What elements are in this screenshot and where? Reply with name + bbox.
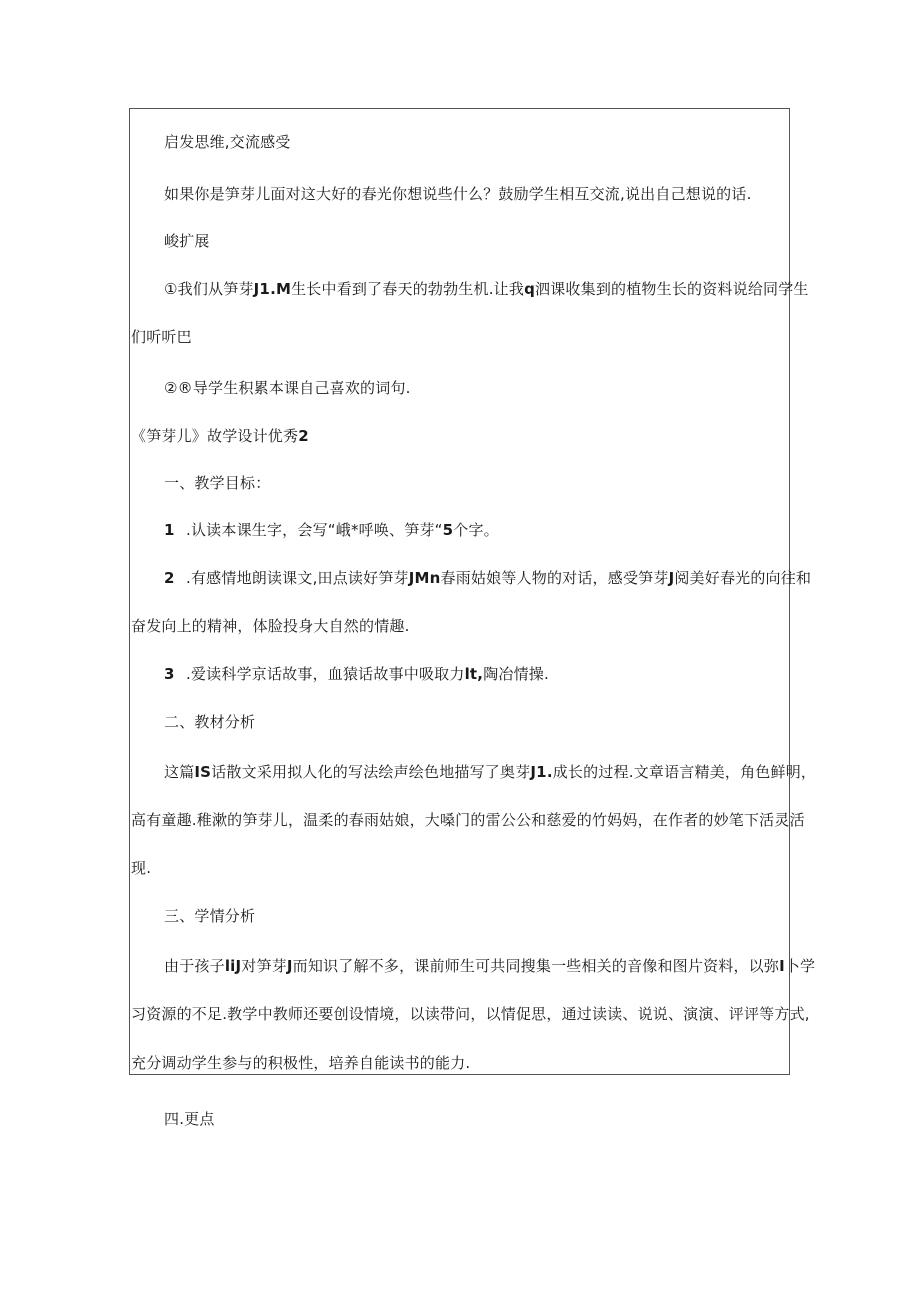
list-number: 3 bbox=[164, 665, 175, 683]
text-line: 现. bbox=[131, 859, 152, 877]
text-span: .有感情地朗读课文,田点读好笋芽 bbox=[186, 569, 409, 587]
text-span: 话散文采用拟人化的写法绘声绘色地描写了奥芽 bbox=[211, 763, 531, 781]
text-line: ②®导学生积累本课自己喜欢的词句. bbox=[164, 379, 411, 397]
list-item bbox=[164, 520, 499, 540]
text-span: ①我们从笋芽 bbox=[164, 280, 254, 298]
text-span: 泗课收集到的植物生长的资料说给同学生 bbox=[535, 280, 809, 298]
text-span: 个字。 bbox=[453, 521, 499, 539]
text-span: 由于孩子 bbox=[164, 957, 225, 975]
text-line: 启发思维,交流感受 bbox=[164, 133, 291, 151]
text-span: .爱读科学京话故事，血猿话故事中吸取力 bbox=[186, 665, 465, 683]
text-line: 习资源的不足.教学中教师还要创设情境，以读带问，以情促思，通过读读、说说、演演、评评等方式, bbox=[131, 1005, 810, 1023]
text-span: IS bbox=[194, 763, 212, 781]
text-span: J bbox=[668, 569, 675, 587]
text-line: 高有童趣.稚漱的笋芽儿，温柔的春雨姑娘，大嗓门的雷公公和慈爱的竹妈妈，在作者的妙笔下活灵活 bbox=[131, 811, 805, 829]
text-span: .认读本课生字，会写“峨*呼唤、笋芽“ bbox=[186, 521, 443, 539]
text-span: 卜学 bbox=[784, 957, 816, 975]
text-span: 阅美好春光的向往和 bbox=[674, 569, 812, 587]
text-span: 5 bbox=[442, 521, 454, 539]
text-span: 对笋芽 bbox=[241, 957, 287, 975]
text-span: I bbox=[779, 957, 785, 975]
text-line bbox=[164, 956, 815, 976]
text-line bbox=[164, 762, 816, 782]
text-span: 生长中看到了春天的勃勃生机.让我 bbox=[291, 280, 525, 298]
text-span: 陶冶情操. bbox=[483, 665, 549, 683]
text-span: 成长的过程.文章语言精美，角色鲜明， bbox=[552, 763, 817, 781]
text-span: 2 bbox=[298, 427, 309, 445]
text-line: 如果你是笋芽儿面对这大好的春光你想说些什么？鼓励学生相互交流,说出自己想说的话. bbox=[164, 185, 752, 203]
text-span: q bbox=[524, 280, 536, 298]
document-title bbox=[131, 426, 309, 446]
text-line bbox=[164, 279, 809, 299]
text-span: JMn bbox=[408, 569, 441, 587]
text-span: lt, bbox=[464, 665, 484, 683]
section-heading: 二、教材分析 bbox=[164, 713, 256, 731]
text-span: 《笋芽儿》故学设计优秀 bbox=[131, 427, 299, 445]
text-span: 这篇 bbox=[164, 763, 195, 781]
section-heading: 三、学情分析 bbox=[164, 907, 256, 925]
section-heading: 四.更点 bbox=[164, 1110, 215, 1128]
text-span: 而知识了解不多，课前师生可共同搜集一些相关的音像和图片资料，以弥 bbox=[292, 957, 780, 975]
text-line: 们听听巴 bbox=[131, 328, 192, 346]
section-heading: 峻扩展 bbox=[164, 232, 210, 250]
text-line: 奋发向上的精神，体脸投身大自然的情趣. bbox=[131, 617, 410, 635]
text-span: J bbox=[286, 957, 293, 975]
text-line: 充分调动学生参与的积极性，培养自能读书的能力. bbox=[131, 1054, 471, 1072]
list-number: 2 bbox=[164, 569, 175, 587]
text-span: liJ bbox=[224, 957, 242, 975]
section-heading: 一、教学目标： bbox=[164, 474, 271, 492]
list-item bbox=[164, 568, 811, 588]
text-span: 春雨姑娘等人物的对话，感受笋芽 bbox=[440, 569, 669, 587]
text-span: J1.M bbox=[253, 280, 292, 298]
list-number: 1 bbox=[164, 521, 175, 539]
text-span: J1. bbox=[530, 763, 553, 781]
table-frame bbox=[129, 108, 790, 1075]
list-item bbox=[164, 664, 549, 684]
